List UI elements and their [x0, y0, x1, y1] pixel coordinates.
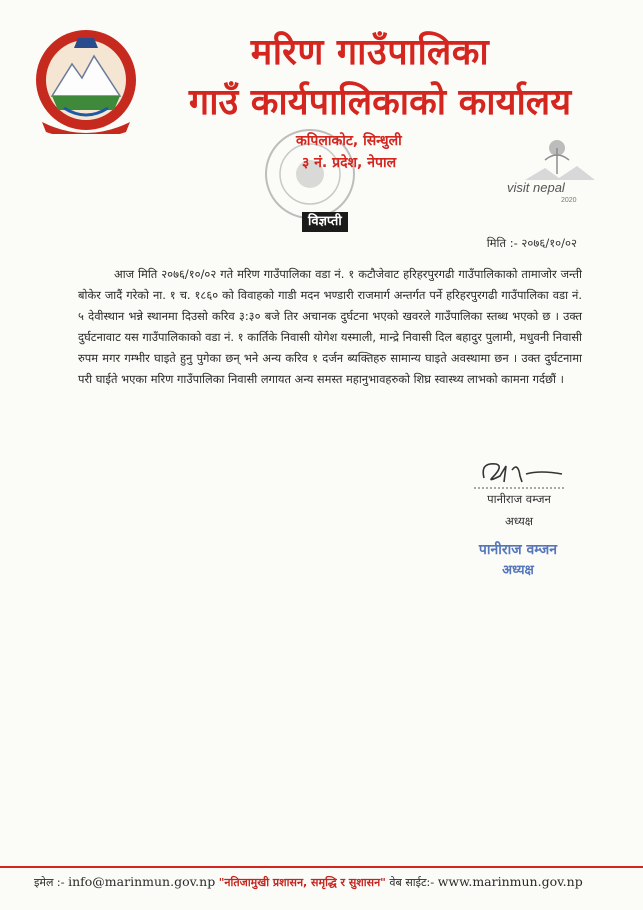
email-link[interactable]: info@marinmun.gov.np: [68, 874, 216, 889]
website-label: वेब साईट:-: [389, 876, 435, 889]
address-line-1: कपिलाकोट, सिन्धुली: [296, 133, 402, 149]
website-link[interactable]: www.marinmun.gov.np: [437, 874, 583, 889]
signatory-name: पानीराज वम्जन: [487, 492, 551, 506]
visit-nepal-logo-icon: [505, 134, 597, 204]
handwritten-signature-icon: [470, 452, 570, 492]
municipality-title: मरिण गाउँपालिका: [250, 32, 490, 73]
email-label: इमेल :-: [34, 876, 65, 889]
notice-label: विज्ञप्ती: [302, 212, 348, 232]
footer: [34, 874, 634, 890]
letter-date: मिति :- २०७६/१०/०२: [486, 236, 577, 250]
address-line-2: ३ नं. प्रदेश, नेपाल: [302, 155, 397, 171]
stamp-name: पानीराज वम्जन: [478, 542, 558, 558]
footer-divider: [0, 866, 643, 868]
slogan: "नतिजामुखी प्रशासन, समृद्धि र सुशासन": [218, 876, 386, 889]
visit-nepal-text: visit nepal: [507, 180, 565, 195]
office-title: गाउँ कार्यपालिकाको कार्यालय: [188, 82, 572, 123]
stamp-title: अध्यक्ष: [502, 563, 534, 578]
notice-body: आज मिति २०७६/१०/०२ गते मरिण गाउँपालिका वडा नं. १ कटौजेवाट हरिहरपुरगढी गाउँपालिकाको तामाजोर जन्ती बोकेर जादैं गरेको ना. १ च. १८६० को विवाहको गाडी मदन भण्डारी राजमार्ग अन्तर्गत पर्ने हरिहरपुरगढी गाउँपालिका वडा नं. ५ देवीस्थान भन्ने स्थानमा दिउसो करिव ३:३० बजे तिर अचानक दुर्घटना भएको खवरले गाउँपालिका स्तब्ध भएको छ । उक्त दुर्घटनावाट यस गाउँपालिकाको वडा नं. १ कार्तिके निवासी योगेश यस्माली, मान्द्रे निवासी दिल बहादुर पुलामी, मधुवनी निवासी रुपम मगर गम्भीर घाइते हुनु पुगेका छन् भने अन्य करिव १ दर्जन ब्यक्तिहरु सामान्य घाइते अवस्थामा छन । उक्त दुर्घटनामा परी घाईते भएका मरिण गाउँपालिका निवासी लगायत अन्य समस्त महानुभावहरुको शिघ्र स्वास्थ्य लाभको कामना गर्दछौं ।: [78, 267, 582, 386]
visit-nepal-year: 2020: [561, 197, 577, 204]
signatory-title: अध्यक्ष: [504, 514, 534, 528]
nepal-emblem-icon: [34, 26, 138, 134]
